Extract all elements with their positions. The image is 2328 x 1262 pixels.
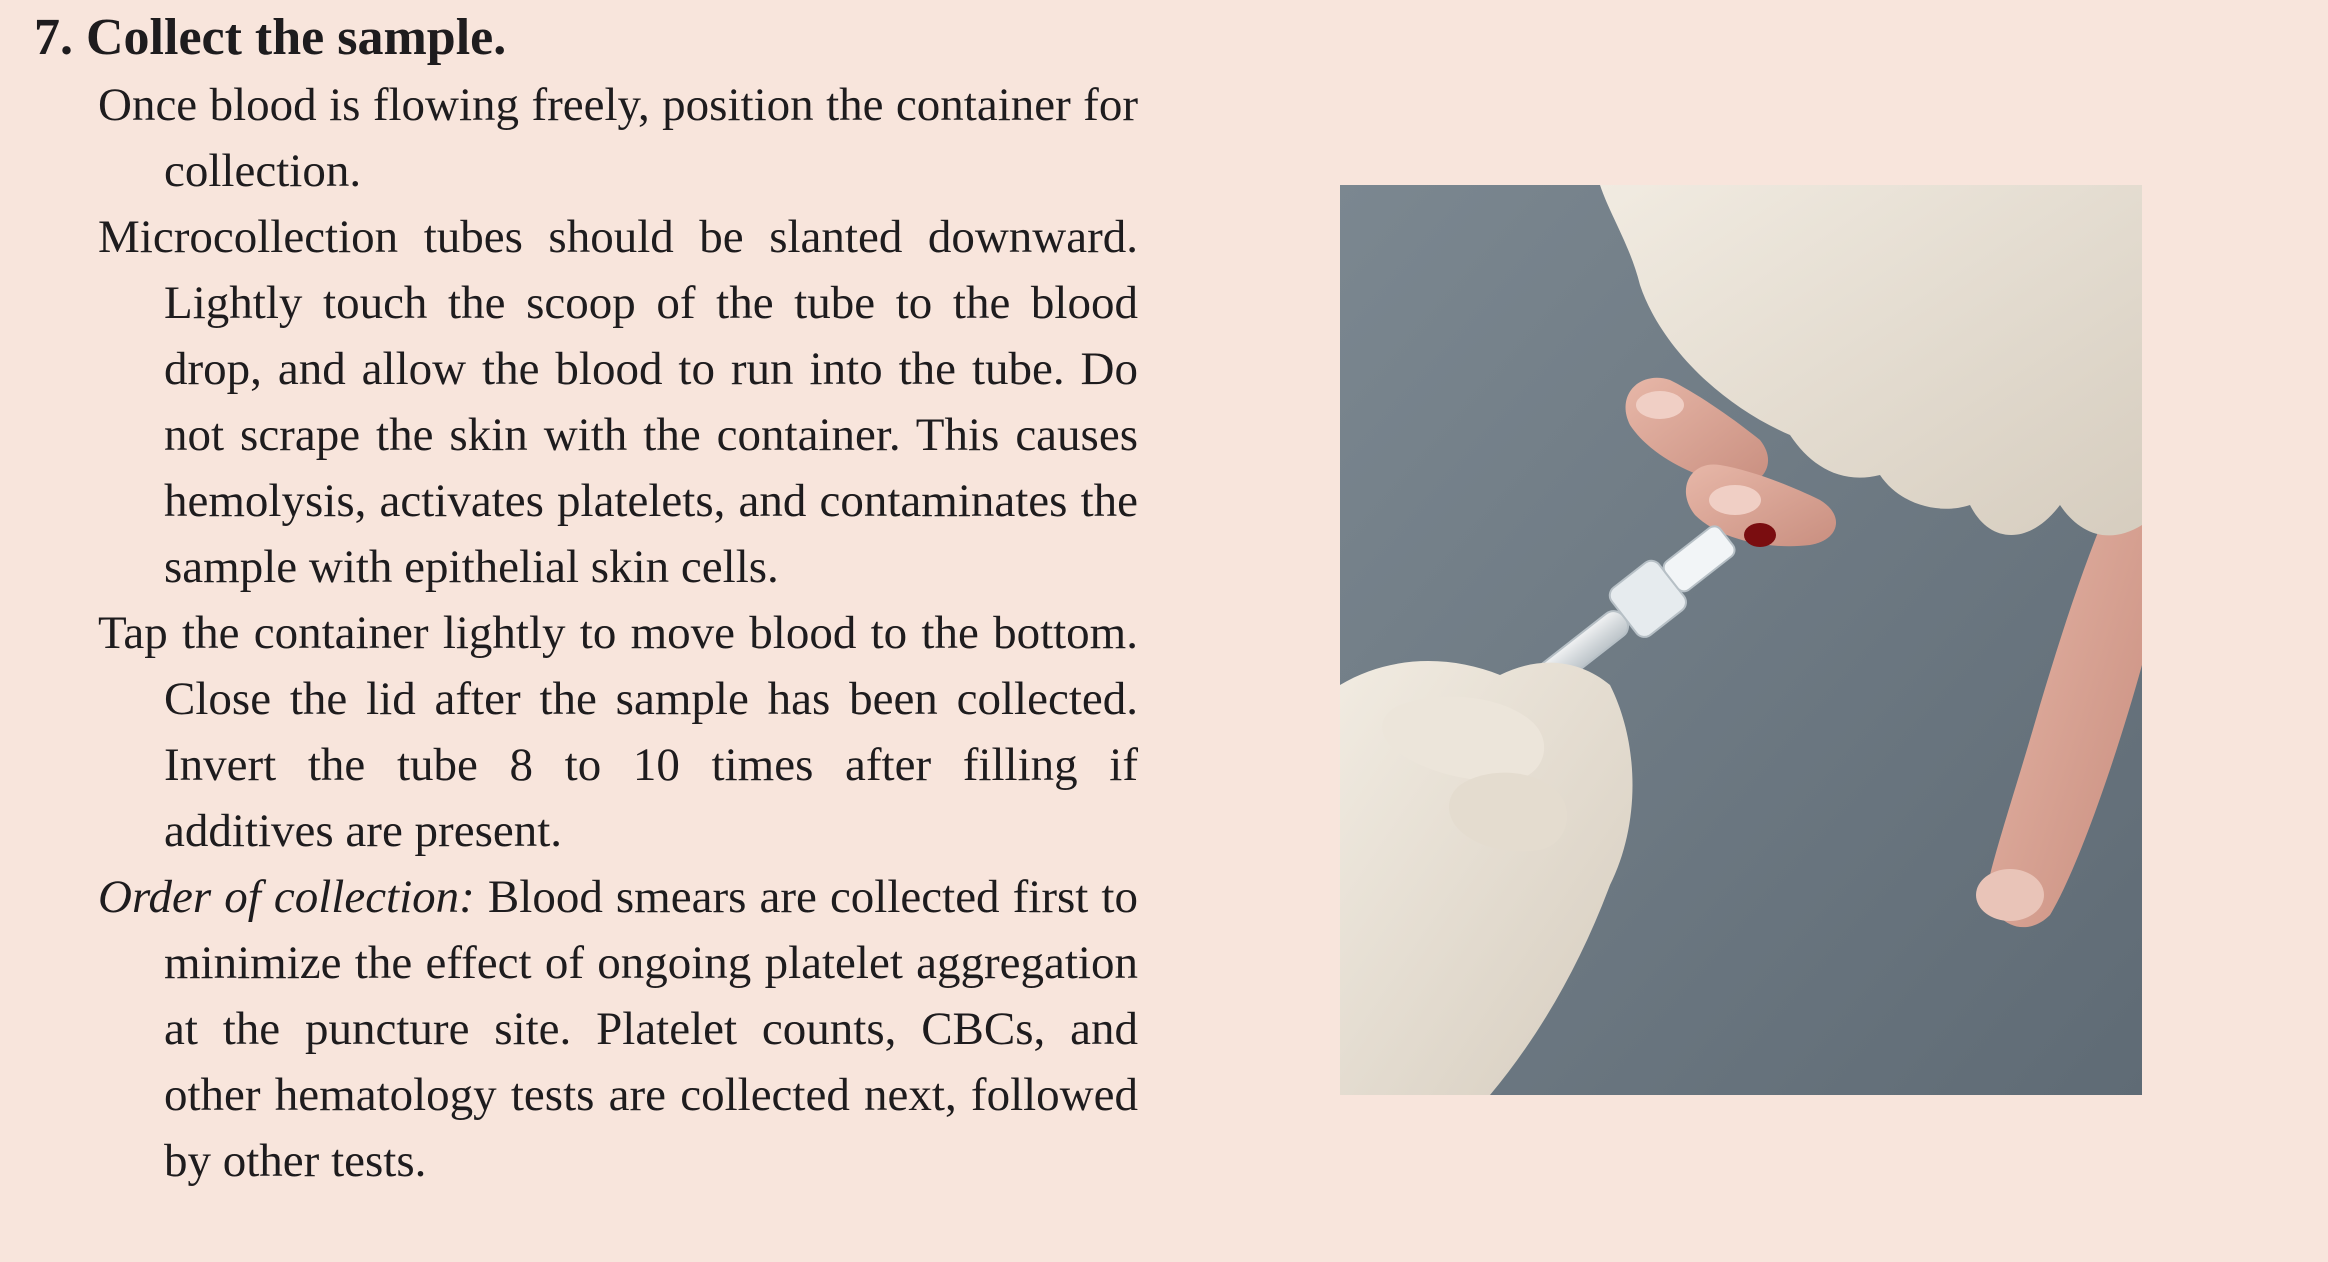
fingernail (1976, 869, 2044, 921)
fingertip-nail (1636, 391, 1684, 419)
paragraph-text: Tap the container lightly to move blood to the bottom. Close the lid after the sample has been collected. Invert the tube 8 to 10 times after filling if additives are present. (98, 607, 1138, 857)
paragraph-order-of-collection (98, 864, 1138, 1194)
paragraph-text: Microcollection tubes should be slanted downward. Lightly touch the scoop of the tube to the blood drop, and allow the blood to run into the tube. Do not scrape the skin with the container. This causes hemolysis, activates platelets, and contaminates the sample with epithelial skin cells. (98, 211, 1138, 593)
step-heading: 7. Collect the sample. (34, 9, 507, 66)
collection-photo-illustration (1340, 185, 2142, 1095)
thumb-nail (1709, 485, 1761, 515)
step-body (98, 72, 1138, 1194)
paragraph-text: Once blood is flowing freely, position the container for collection. (98, 79, 1138, 197)
paragraph-tap-container (98, 600, 1138, 864)
paragraph-text: Blood smears are collected first to minimize the effect of ongoing platelet aggregation at the puncture site. Platelet counts, CBCs, and other hematology tests are collected next, followed by other tests. (164, 871, 1138, 1187)
blood-drop (1744, 523, 1776, 547)
collection-photo (1340, 185, 2142, 1095)
paragraph-lead: Order of collection: (98, 871, 475, 923)
paragraph-microcollection-tubes (98, 204, 1138, 600)
paragraph-position-container (98, 72, 1138, 204)
